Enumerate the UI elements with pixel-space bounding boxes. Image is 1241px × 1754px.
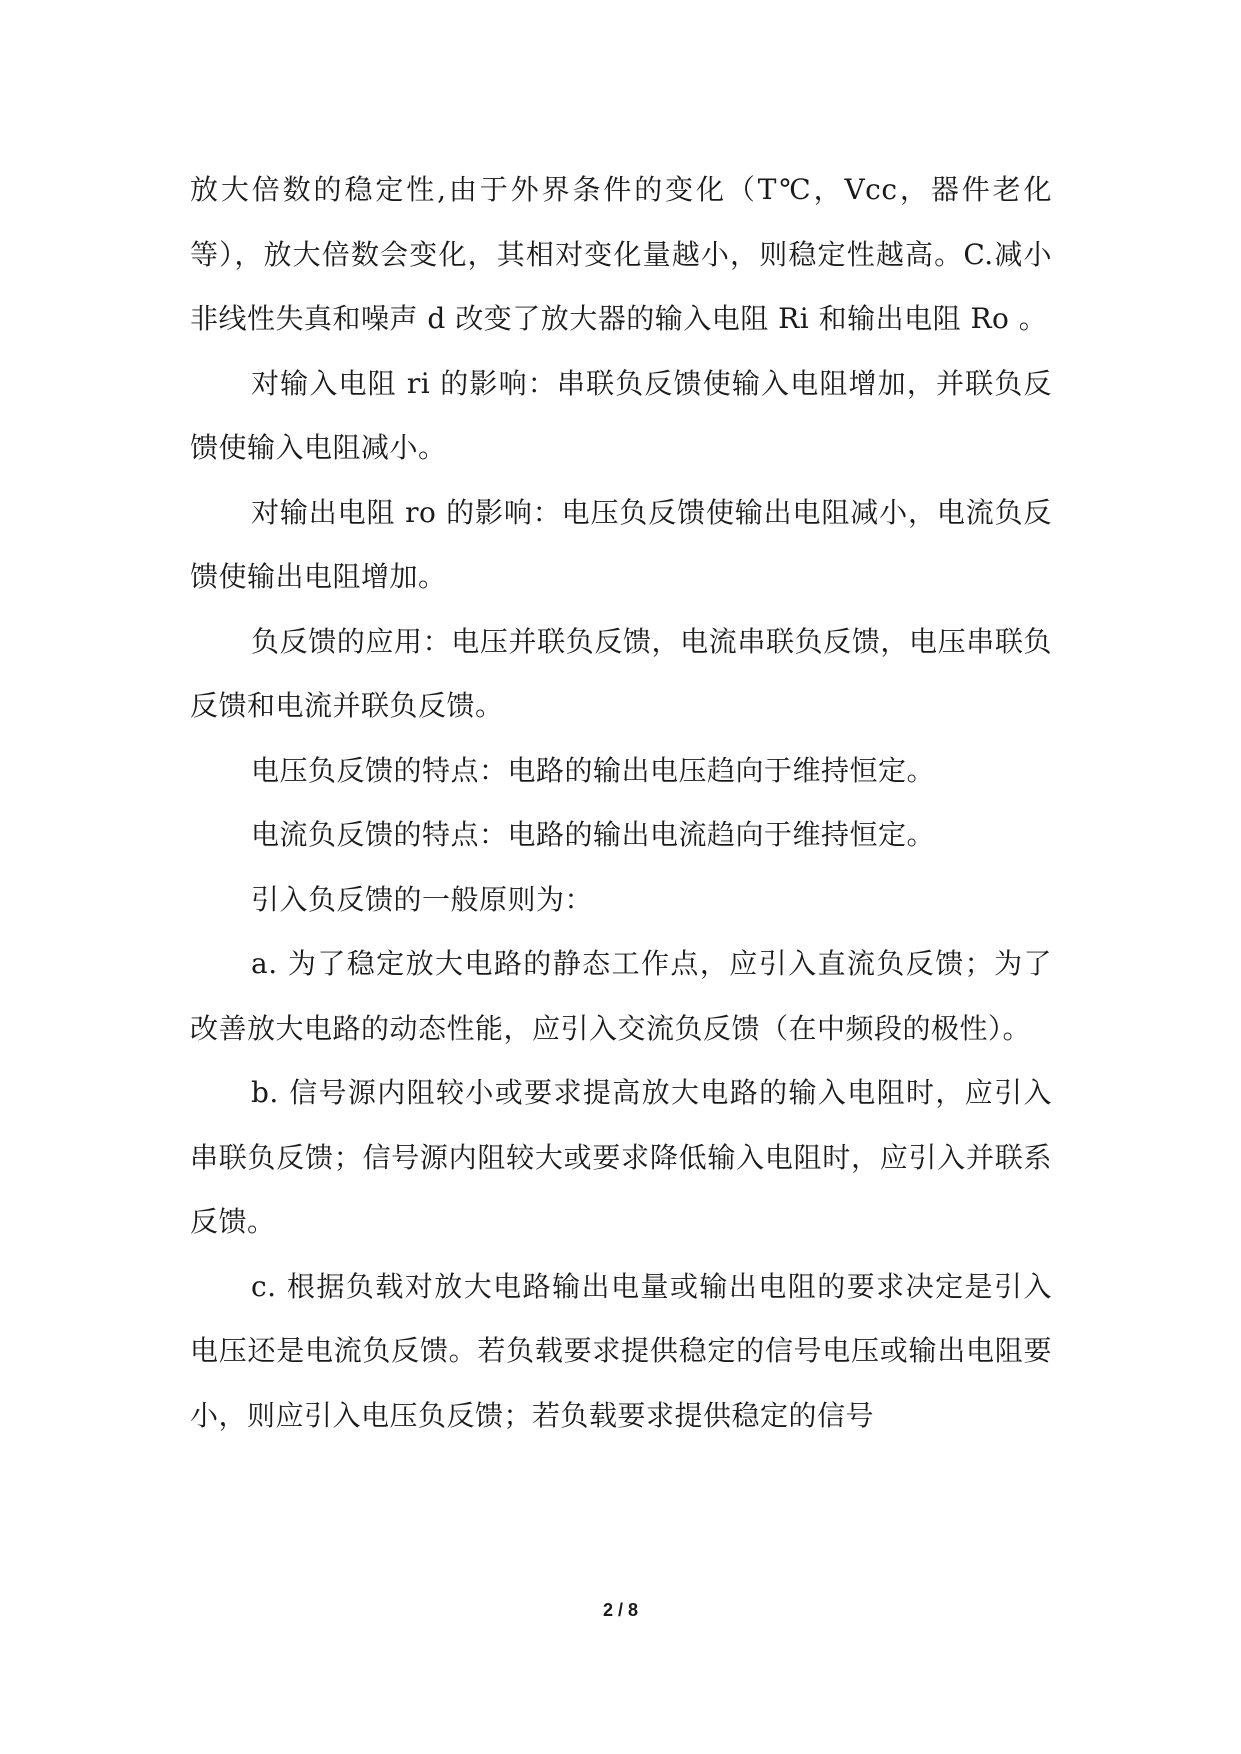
page-body	[190, 158, 1052, 1448]
paragraph: 电压负反馈的特点：电路的输出电压趋向于维持恒定。	[251, 753, 936, 787]
paragraph: a. 为了稳定放大电路的静态工作点，应引入直流负反馈；为了改善放大电路的动态性能，应引入交流负反馈（在中频段的极性）。	[190, 947, 1052, 1045]
paragraph: 电流负反馈的特点：电路的输出电流趋向于维持恒定。	[251, 818, 936, 851]
paragraph: 对输出电阻 ro 的影响：电压负反馈使输出电阻减小，电流负反馈使输出电阻增加。	[190, 495, 1052, 593]
paragraph: 负反馈的应用：电压并联负反馈，电流串联负反馈，电压串联负反馈和电流并联负反馈。	[190, 624, 1052, 722]
paragraph: 引入负反馈的一般原则为：	[251, 882, 594, 916]
paragraph: 放大倍数的稳定性,由于外界条件的变化（T℃，Vcc，器件老化等），放大倍数会变化，其相对变化量越小，则稳定性越高。C.减小非线性失真和噪声 d 改变了放大器的输入电阻 Ri 和输出电阻 Ro 。	[190, 173, 1052, 335]
page-number: 2 / 8	[602, 1600, 639, 1620]
paragraph: b. 信号源内阻较小或要求提高放大电路的输入电阻时，应引入串联负反馈；信号源内阻较大或要求降低输入电阻时，应引入并联系反馈。	[190, 1076, 1052, 1238]
paragraph: c. 根据负载对放大电路输出电量或输出电阻的要求决定是引入电压还是电流负反馈。若负载要求提供稳定的信号电压或输出电阻要小，则应引入电压负反馈；若负载要求提供稳定的信号	[190, 1269, 1052, 1432]
paragraph: 对输入电阻 ri 的影响：串联负反馈使输入电阻增加，并联负反馈使输入电阻减小。	[190, 366, 1052, 464]
